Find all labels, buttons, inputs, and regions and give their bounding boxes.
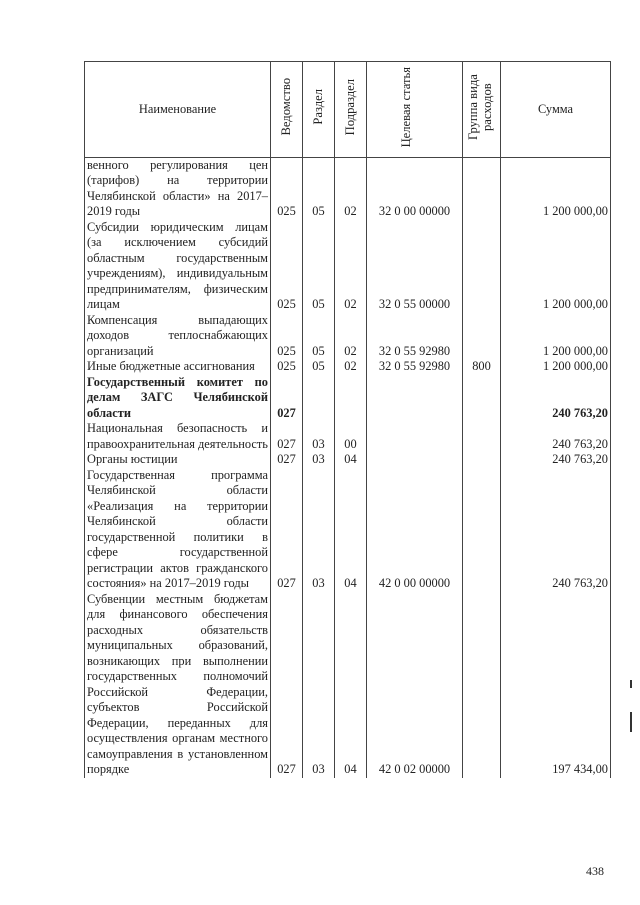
cell-podrazdel: 04 [335,452,367,468]
cell-vedomstvo: 027 [271,452,303,468]
cell-target: 32 0 00 00000 [367,157,463,220]
cell-vedomstvo: 027 [271,592,303,778]
cell-name: Органы юстиции [85,452,271,468]
table-header-row [85,62,611,158]
cell-sum: 240 763,20 [501,421,611,452]
cell-name: Иные бюджетные ассигнования [85,359,271,375]
cell-target: 32 0 55 92980 [367,359,463,375]
cell-sum: 1 200 000,00 [501,157,611,220]
table-row [85,452,611,468]
scan-mark [630,680,632,688]
cell-group [463,452,501,468]
table-row [85,313,611,360]
cell-target: 42 0 02 00000 [367,592,463,778]
header-sum: Сумма [501,62,611,158]
cell-name: Субсидии юридическим лицам (за исключением субсидий областным государственным учреждениям), индивидуальным предпринимателям, физическим лицам [85,220,271,313]
cell-target: 42 0 00 00000 [367,468,463,592]
cell-razdel: 05 [303,313,335,360]
table-row [85,468,611,592]
cell-name: Компенсация выпадающих доходов теплоснабжающих организаций [85,313,271,360]
cell-podrazdel: 02 [335,359,367,375]
budget-table [84,61,611,778]
cell-group: 800 [463,359,501,375]
cell-vedomstvo: 025 [271,157,303,220]
cell-name: венного регулирования цен (тарифов) на территории Челябинской области» на 2017–2019 годы [85,157,271,220]
cell-razdel: 05 [303,220,335,313]
cell-group [463,313,501,360]
cell-target [367,421,463,452]
table-row [85,375,611,422]
cell-vedomstvo: 027 [271,468,303,592]
cell-name: Субвенции местным бюджетам для финансового обеспечения расходных обязательств муниципальных образований, возникающих при выполнении государственных полномочий Российской Федерации, субъектов Российской Федерации, переданных для осуществления органам местного самоуправления в установленном порядке [85,592,271,778]
cell-sum: 1 200 000,00 [501,359,611,375]
cell-group [463,157,501,220]
cell-vedomstvo: 027 [271,375,303,422]
cell-razdel: 05 [303,359,335,375]
cell-vedomstvo: 025 [271,220,303,313]
cell-razdel: 03 [303,421,335,452]
table-row [85,359,611,375]
cell-vedomstvo: 025 [271,359,303,375]
cell-sum: 1 200 000,00 [501,313,611,360]
cell-target [367,375,463,422]
header-group: Группа вида расходов [463,62,501,158]
table-body [85,157,611,778]
cell-name: Государственный комитет по делам ЗАГС Челябинской области [85,375,271,422]
cell-target: 32 0 55 92980 [367,313,463,360]
cell-vedomstvo: 027 [271,421,303,452]
cell-name: Национальная безопасность и правоохранительная деятельность [85,421,271,452]
cell-podrazdel: 02 [335,313,367,360]
cell-podrazdel: 04 [335,468,367,592]
header-name: Наименование [85,62,271,158]
page-number: 438 [586,864,604,878]
cell-podrazdel: 00 [335,421,367,452]
cell-podrazdel: 04 [335,592,367,778]
cell-sum: 240 763,20 [501,375,611,422]
cell-podrazdel: 02 [335,157,367,220]
cell-sum: 1 200 000,00 [501,220,611,313]
cell-sum: 240 763,20 [501,452,611,468]
cell-group [463,220,501,313]
cell-group [463,468,501,592]
cell-group [463,421,501,452]
table-row [85,157,611,220]
cell-target: 32 0 55 00000 [367,220,463,313]
cell-target [367,452,463,468]
cell-razdel: 03 [303,468,335,592]
cell-podrazdel [335,375,367,422]
scan-mark [630,712,632,732]
table-row [85,421,611,452]
table-row [85,592,611,778]
header-podrazdel: Подраздел [335,62,367,158]
cell-razdel: 03 [303,592,335,778]
cell-razdel: 05 [303,157,335,220]
cell-sum: 240 763,20 [501,468,611,592]
header-target: Целевая статья [367,62,463,158]
cell-vedomstvo: 025 [271,313,303,360]
header-vedomstvo: Ведомство [271,62,303,158]
cell-podrazdel: 02 [335,220,367,313]
header-razdel: Раздел [303,62,335,158]
cell-group [463,375,501,422]
cell-razdel: 03 [303,452,335,468]
cell-group [463,592,501,778]
cell-name: Государственная программа Челябинской области «Реализация на территории Челябинской области государственной политики в сфере государственной регистрации актов гражданского состояния» на 2017–2019 годы [85,468,271,592]
table-row [85,220,611,313]
cell-sum: 197 434,00 [501,592,611,778]
cell-razdel [303,375,335,422]
